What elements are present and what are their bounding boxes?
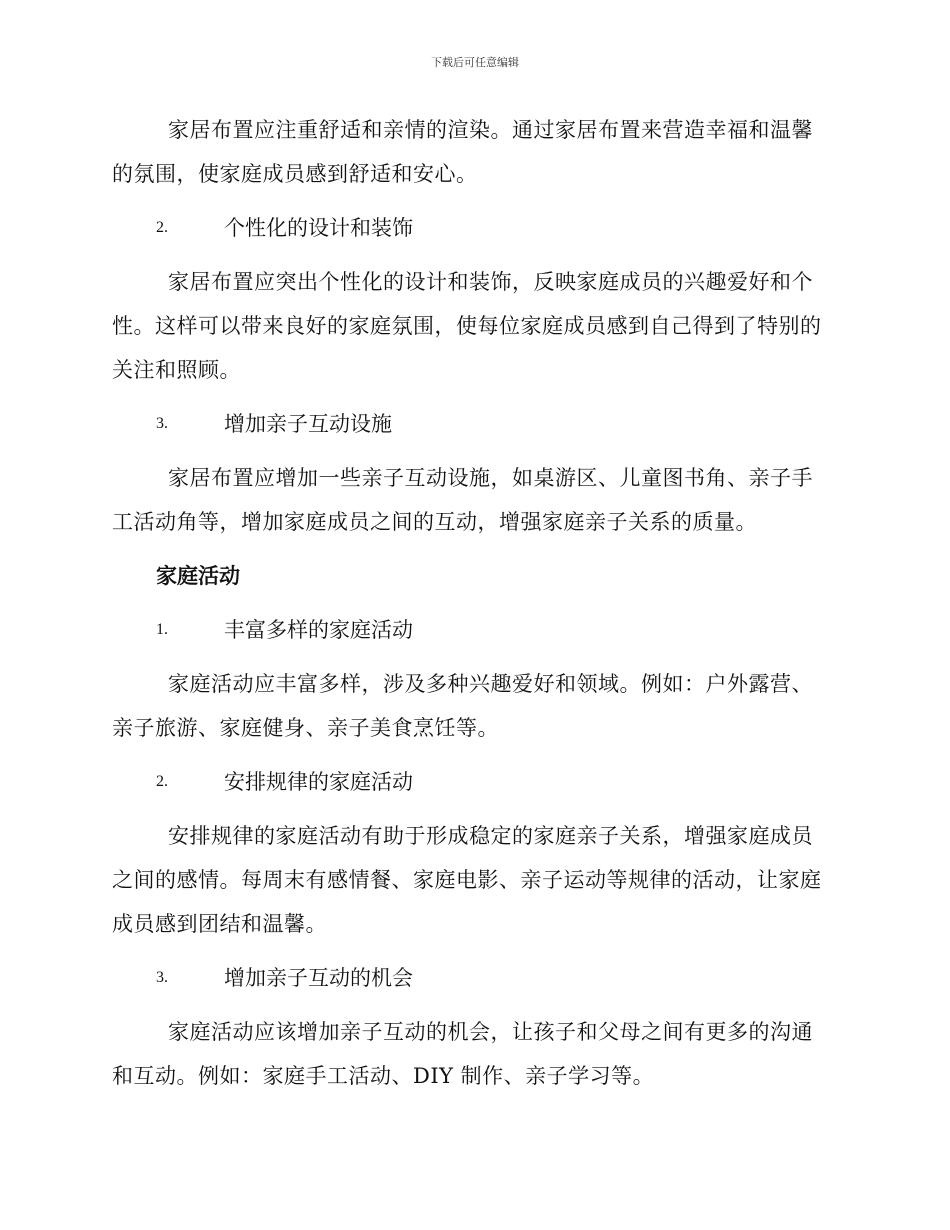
document-body <box>112 108 834 1108</box>
list-item <box>112 608 834 652</box>
section-heading: 家庭活动 <box>156 564 240 588</box>
list-number: 3. <box>156 415 168 432</box>
list-item-title: 安排规律的家庭活动 <box>224 770 413 794</box>
list-item-title: 增加亲子互动设施 <box>224 412 392 436</box>
list-item <box>112 402 834 446</box>
list-number: 2. <box>156 773 168 790</box>
list-number: 2. <box>156 219 168 236</box>
list-number: 3. <box>156 969 168 986</box>
list-item-title: 个性化的设计和装饰 <box>224 216 413 240</box>
list-item <box>112 760 834 804</box>
paragraph: 家居布置应突出个性化的设计和装饰，反映家庭成员的兴趣爱好和个性。这样可以带来良好的家庭氛围，使每位家庭成员感到自己得到了特别的关注和照顾。 <box>112 270 822 382</box>
list-item <box>112 956 834 1000</box>
list-item-title: 丰富多样的家庭活动 <box>224 618 413 642</box>
paragraph: 家庭活动应丰富多样，涉及多种兴趣爱好和领域。例如：户外露营、亲子旅游、家庭健身、亲子美食烹饪等。 <box>112 672 813 740</box>
list-item-title: 增加亲子互动的机会 <box>224 966 413 990</box>
page-header: 下载后可任意编辑 <box>431 56 519 69</box>
paragraph: 安排规律的家庭活动有助于形成稳定的家庭亲子关系，增强家庭成员之间的感情。每周末有感情餐、家庭电影、亲子运动等规律的活动，让家庭成员感到团结和温馨。 <box>112 824 822 936</box>
paragraph: 家庭活动应该增加亲子互动的机会，让孩子和父母之间有更多的沟通和互动。例如：家庭手工活动、DIY 制作、亲子学习等。 <box>112 1020 813 1088</box>
paragraph: 家居布置应注重舒适和亲情的渲染。通过家居布置来营造幸福和温馨的氛围，使家庭成员感到舒适和安心。 <box>112 118 813 186</box>
list-item <box>112 206 834 250</box>
paragraph: 家居布置应增加一些亲子互动设施，如桌游区、儿童图书角、亲子手工活动角等，增加家庭成员之间的互动，增强家庭亲子关系的质量。 <box>112 466 813 534</box>
list-number: 1. <box>156 621 168 638</box>
